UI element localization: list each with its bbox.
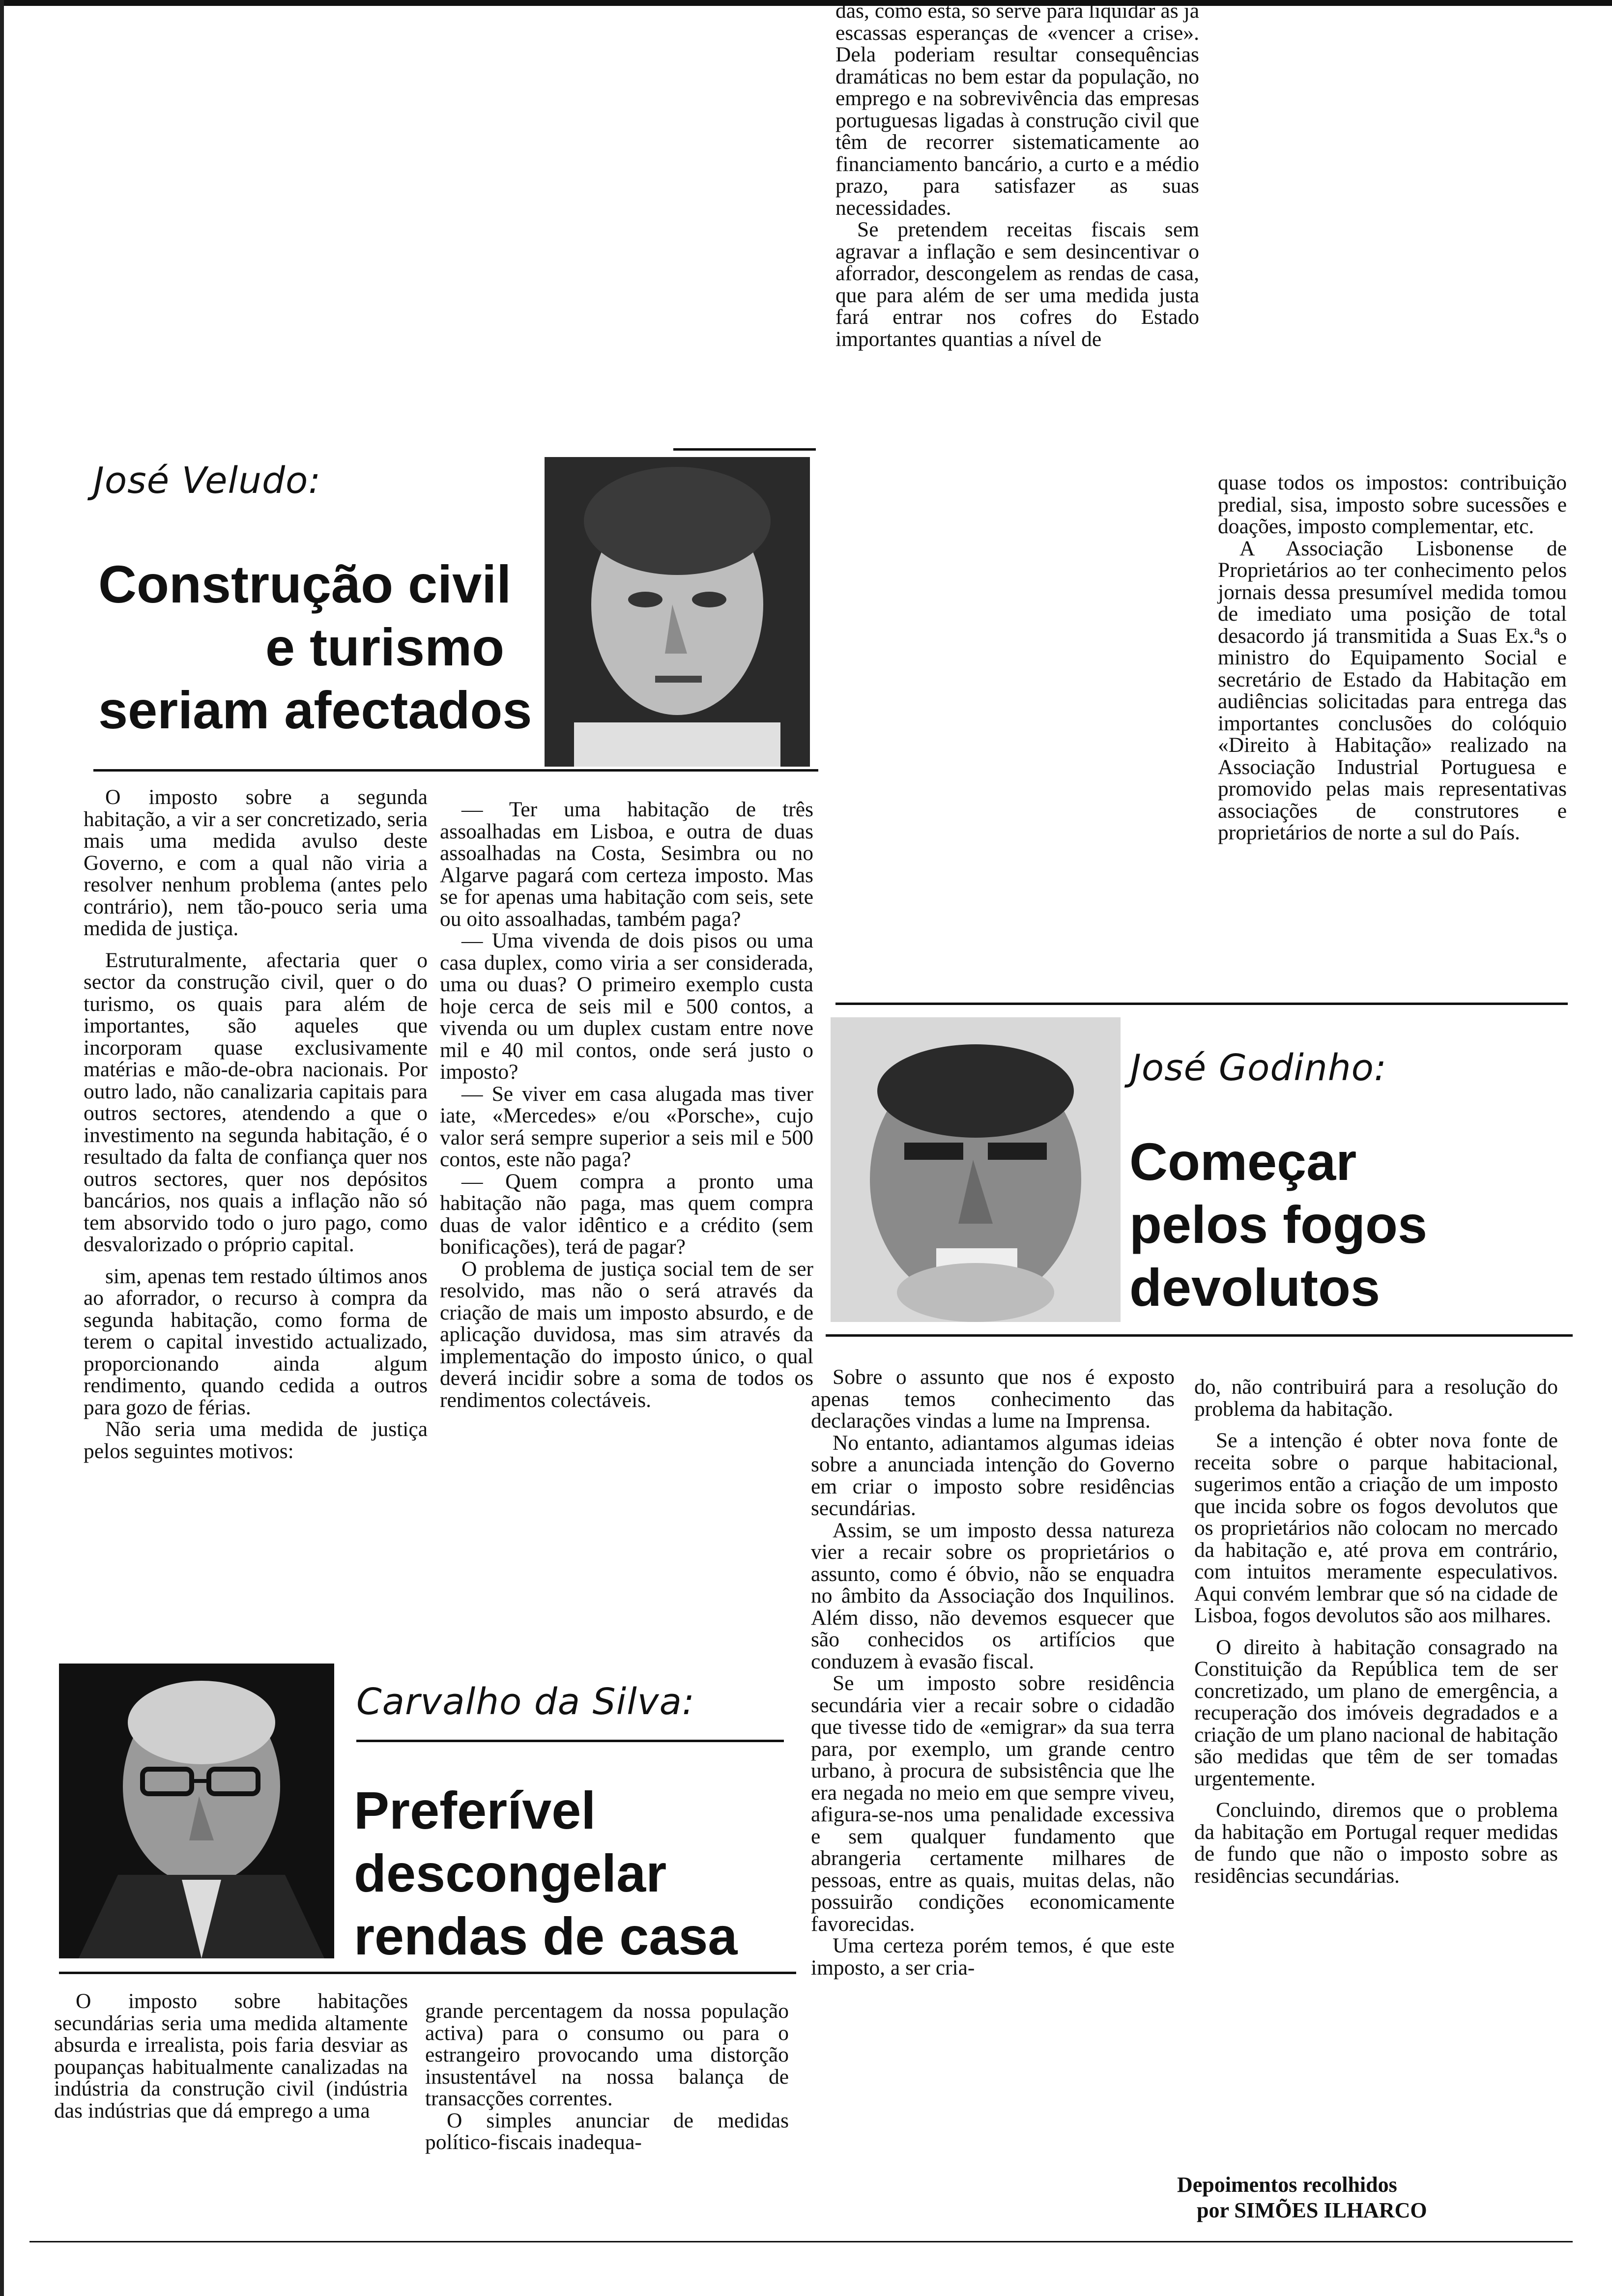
divider-rule	[93, 769, 818, 772]
headline-line: devolutos	[1129, 1258, 1381, 1317]
paragraph: sim, apenas tem restado últimos anos ao aforrador, o recurso à compra da segunda habitação, como forma de terem o capital investido actualizado, proporcionando ainda algum rendimento, quando cedida a outros para gozo de férias.	[84, 1264, 428, 1419]
paragraph: grande percentagem da nossa população activa) para o consumo ou para o estrangeiro provocando uma distorção insustentável na nossa balança de transacções correntes.	[425, 1999, 789, 2110]
headline-article1	[98, 553, 541, 742]
paragraph: — Se viver em casa alugada mas tiver iate, «Mercedes» e/ou «Porsche», cujo valor será sempre superior a seis mil e 500 contos, este não paga?	[440, 1082, 813, 1171]
paragraph: Se um imposto sobre residência secundária vier a recair sobre o cidadão que tivesse tido de «emigrar» da sua terra para, por exemplo, um grande centro urbano, à procura de subsistência que lhe era negada no meio em que sempre viveu, afigura-se-nos uma penalidade excessiva e sem qualquer fundamento que abrangeria certamente milhares de pessoas, entre as quais, muitas delas, não possuirão condições economicamente favorecidas.	[811, 1671, 1175, 1936]
paragraph: Sobre o assunto que nos é exposto apenas temos conhecimento das declarações vindas a lume na Imprensa.	[811, 1365, 1175, 1433]
byline-jose-godinho: José Godinho:	[1130, 1047, 1387, 1089]
footer-rule	[29, 2241, 1573, 2242]
headline-line: Começar	[1129, 1132, 1357, 1191]
headline-line: e turismo	[265, 617, 505, 677]
paragraph: quase todos os impostos: contribuição predial, sisa, imposto sobre sucessões e doações, imposto complementar, etc.	[1218, 471, 1567, 538]
credit-line-2: por SIMÕES ILHARCO	[1197, 2198, 1427, 2222]
portrait-image	[545, 457, 810, 767]
divider-rule	[826, 1334, 1573, 1337]
article2-column-1	[811, 1366, 1175, 1979]
page-frame-top	[0, 0, 1612, 6]
article1-column-2	[440, 799, 813, 1411]
headline-article3	[354, 1779, 796, 1968]
paragraph: O direito à habitação consagrado na Constituição da República tem de ser concretizado, um plano de emergência, a recuperação dos imóveis degradados e a criação de um plano nacional de habitação são medidas que têm de ser tomadas urgentemente.	[1194, 1635, 1558, 1790]
photo-jose-godinho	[831, 1017, 1121, 1322]
paragraph: Assim, se um imposto dessa natureza vier a recair sobre os proprietários o assunto, como é óbvio, não se enquadra no âmbito da Associação dos Inquilinos. Além disso, não devemos esquecer que são conhecidos os artifícios que conduzem à evasão fiscal.	[811, 1518, 1175, 1673]
page-frame-left	[0, 0, 4, 2296]
photo-jose-veludo	[545, 457, 810, 767]
paragraph: Uma certeza porém temos, é que este imposto, a ser cria-	[811, 1934, 1175, 1980]
article1-column-1	[84, 786, 428, 1462]
paragraph: O simples anunciar de medidas político-fiscais inadequa-	[425, 2108, 789, 2154]
paragraph: Concluindo, diremos que o problema da habitação em Portugal requer medidas de fundo que não o imposto sobre as residências secundárias.	[1194, 1798, 1558, 1888]
portrait-image	[59, 1664, 334, 1958]
paragraph: Não seria uma medida de justiça pelos seguintes motivos:	[84, 1417, 428, 1463]
paragraph: A Associação Lisbonense de Proprietários ao ter conhecimento pelos jornais dessa presumível medida tomou de imediato uma posição de total desacordo já transmitida a Suas Ex.ªs o ministro do Equipamento Social e secretário de Estado da Habitação em audiências solicitadas para entrega das importantes conclusões do colóquio «Direito à Habitação» realizado na Associação Industrial Portuguesa e promovido pelas mais representativas associações de construtores e proprietários de norte a sul do País.	[1218, 536, 1567, 844]
paragraph: — Quem compra a pronto uma habitação não paga, mas quem compra duas de valor idêntico e a crédito (sem bonificações), terá de pagar?	[440, 1169, 813, 1259]
paragraph: das, como esta, só serve para liquidar as já escassas esperanças de «vencer a crise». Dela poderiam resultar consequências dramáticas no bem estar da população, no emprego e na sobrevivência das empresas portuguesas ligadas à construção civil que têm de recorrer sistematicamente ao financiamento bancário, a curto e a médio prazo, para satisfazer as suas necessidades.	[835, 0, 1199, 220]
credit-line-1: Depoimentos recolhidos	[1177, 2173, 1397, 2197]
paragraph: Se a intenção é obter nova fonte de receita sobre o parque habitacional, sugerimos então a criação de um imposto que incida sobre os fogos devolutos que os proprietários não colocam no mercado da habitação e, até prova em contrário, com intuitos meramente especulativos. Aqui convém lembrar que só na cidade de Lisboa, fogos devolutos são aos milhares.	[1194, 1429, 1558, 1627]
paragraph: do, não contribuirá para a resolução do problema da habitação.	[1194, 1375, 1558, 1421]
portrait-image	[831, 1017, 1121, 1322]
divider-rule	[59, 1972, 796, 1974]
byline-jose-veludo: José Veludo:	[93, 459, 321, 502]
paragraph: — Ter uma habitação de três assoalhadas em Lisboa, e outra de duas assoalhadas na Costa, Sesimbra ou no Algarve pagará com certeza imposto. Mas se for apenas uma habitação com seis, sete ou oito assoalhadas, também paga?	[440, 798, 813, 931]
paragraph: Se pretendem receitas fiscais sem agravar a inflação e sem desincentivar o aforrador, descongelem as rendas de casa, que para além de ser uma medida justa fará entrar nos cofres do Estado importantes quantias a nível de	[835, 218, 1199, 351]
paragraph: O imposto sobre a segunda habitação, a vir a ser concretizado, seria mais uma medida avulso deste Governo, e com a qual não viria a resolver nenhum problema (antes pelo contrário), nem tão-pouco seria uma medida de justiça.	[84, 785, 428, 940]
headline-line: Construção civil	[98, 554, 512, 614]
divider-rule	[673, 448, 816, 451]
paragraph: O problema de justiça social tem de ser resolvido, mas não o será através da criação de mais um imposto absurdo, e de aplicação duvidosa, mas sim através da implementação do imposto único, o qual deverá incidir sobre a soma de todos os rendimentos colectáveis.	[440, 1257, 813, 1412]
headline-line: rendas de casa	[354, 1906, 738, 1966]
paragraph: No entanto, adiantamos algumas ideias sobre a anunciada intenção do Governo em criar o imposto sobre residências secundárias.	[811, 1431, 1175, 1520]
paragraph: — Uma vivenda de dois pisos ou uma casa duplex, como viria a ser considerada, uma ou duas? O primeiro exemplo custa hoje cerca de seis mil e 500 contos, a vivenda ou um duplex custam entre nove mil e 40 mil contos, onde será justo o imposto?	[440, 929, 813, 1084]
article3-column-2	[425, 2000, 789, 2153]
divider-rule	[356, 1740, 784, 1742]
paragraph: Estruturalmente, afectaria quer o sector da construção civil, quer o do turismo, os quais para além de importantes, são aqueles que incorporam quase exclusivamente matérias e mão-de-obra nacionais. Por outro lado, não canalizaria capitais para outros sectores, atendendo a que o investimento na segunda habitação, é o resultado da falta de confiança quer nos outros sectores, quer nos depósitos bancários, nos quais a inflação não só tem absorvido todo o juro pago, como desvalorizado o próprio capital.	[84, 948, 428, 1256]
headline-line: descongelar	[354, 1843, 667, 1903]
article3-column-1	[54, 1990, 408, 2122]
paragraph: O imposto sobre habitações secundárias seria uma medida altamente absurda e irrealista, pois faria desviar as poupanças habitualmente canalizadas na indústria da construção civil (indústria das indústrias que dá emprego a uma	[54, 1989, 408, 2123]
headline-line: pelos fogos	[1129, 1195, 1428, 1254]
headline-article2	[1129, 1130, 1572, 1319]
photo-carvalho-da-silva	[59, 1664, 334, 1958]
article1-column-4	[1218, 472, 1567, 844]
credits	[1177, 2172, 1551, 2223]
divider-rule	[835, 1003, 1568, 1005]
article2-column-2	[1194, 1376, 1558, 1887]
article1-column-3	[835, 0, 1199, 350]
byline-carvalho-da-silva: Carvalho da Silva:	[356, 1681, 695, 1723]
headline-line: Preferível	[354, 1780, 596, 1840]
headline-line: seriam afectados	[98, 680, 532, 740]
